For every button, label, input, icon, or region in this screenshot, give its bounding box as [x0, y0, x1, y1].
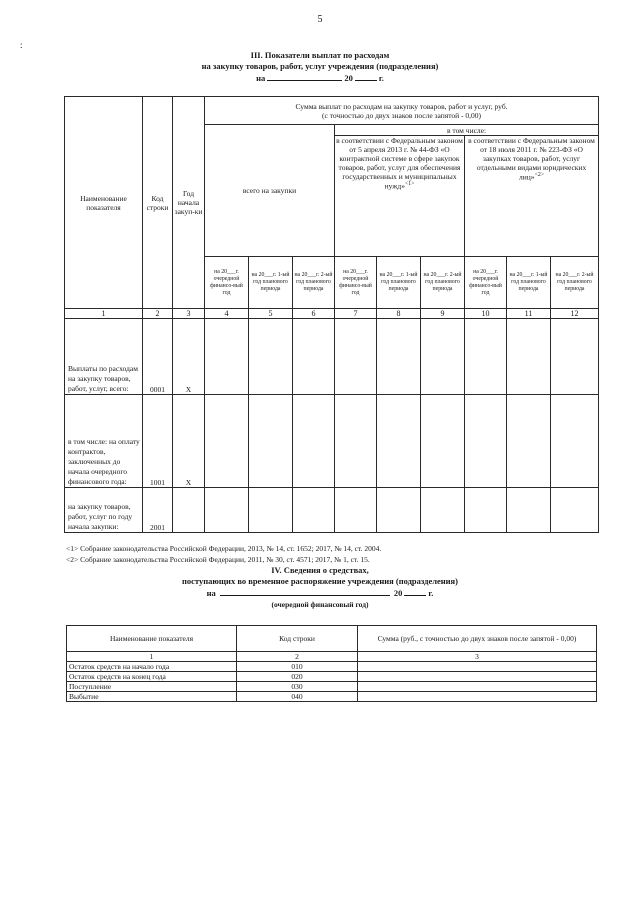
footnote-1: <1> Собрание законодательства Российской Федерации, 2013, № 14, ст. 1652; 2017, № 14, ст. 2004.	[66, 544, 382, 553]
column-number: 5	[249, 309, 293, 319]
value-cell[interactable]	[205, 488, 249, 533]
header-including: в том числе:	[335, 125, 599, 136]
temporary-funds-table	[66, 625, 597, 702]
value-cell[interactable]	[293, 319, 335, 395]
column-number: 8	[377, 309, 421, 319]
row-label: на закупку товаров, работ, услуг по году начала закупки:	[65, 488, 143, 533]
date-blank	[220, 587, 390, 596]
column-number: 12	[551, 309, 599, 319]
row-label: в том числе: на оплату контрактов, заключенных до начала очередного финансового года:	[65, 395, 143, 488]
column-number: 10	[465, 309, 507, 319]
period-6: на 20___г. 2-ый год планового периода	[293, 257, 335, 309]
value-cell[interactable]	[249, 395, 293, 488]
value-cell[interactable]	[551, 488, 599, 533]
header-name: Наименование показателя	[67, 626, 237, 652]
section3-date-line: на 20 г.	[256, 73, 384, 83]
value-cell[interactable]	[205, 395, 249, 488]
header-law223: в соответствии с Федеральным законом от 18 июля 2011 г. № 223-ФЗ «О закупках товаров, работ, услуг отдельными видами юридических лиц»$^{<2>}$	[465, 136, 599, 257]
value-cell[interactable]	[293, 395, 335, 488]
column-number: 9	[421, 309, 465, 319]
period-10: на 20___г. очередной финансо-вый год	[465, 257, 507, 309]
section4-caption: (очередной финансовый год)	[271, 600, 369, 609]
row-year	[173, 488, 205, 533]
table-row	[67, 672, 597, 682]
period-12: на 20___г. 2-ый год планового периода	[551, 257, 599, 309]
table-row	[65, 488, 599, 533]
value-cell[interactable]	[358, 682, 597, 692]
section4-title-line2: поступающих во временное распоряжение учреждения (подразделения)	[182, 576, 458, 586]
column-number-row	[67, 652, 597, 662]
column-number-row	[65, 309, 599, 319]
section3-heading	[0, 50, 640, 84]
column-number: 6	[293, 309, 335, 319]
row-label: Остаток средств на конец года	[67, 672, 237, 682]
value-cell[interactable]	[421, 395, 465, 488]
row-code: 040	[237, 692, 358, 702]
period-8: на 20___г. 1-ый год планового периода	[377, 257, 421, 309]
table-row	[65, 319, 599, 395]
header-year: Год начала закуп-ки	[173, 97, 205, 309]
header-code: Код строки	[143, 97, 173, 309]
row-code: 010	[237, 662, 358, 672]
header-name: Наименование показателя	[65, 97, 143, 309]
row-label: Поступление	[67, 682, 237, 692]
table-row	[65, 395, 599, 488]
row-label: Остаток средств на начало года	[67, 662, 237, 672]
row-code: 020	[237, 672, 358, 682]
value-cell[interactable]	[465, 319, 507, 395]
value-cell[interactable]	[335, 395, 377, 488]
header-code: Код строки	[237, 626, 358, 652]
header-total: всего на закупки	[205, 125, 335, 257]
margin-mark: :	[20, 40, 23, 50]
value-cell[interactable]	[551, 319, 599, 395]
header-sum: Сумма (руб., с точностью до двух знаков после запятой - 0,00)	[358, 626, 597, 652]
value-cell[interactable]	[377, 395, 421, 488]
value-cell[interactable]	[507, 319, 551, 395]
year-blank	[355, 72, 377, 81]
value-cell[interactable]	[507, 488, 551, 533]
value-cell[interactable]	[358, 662, 597, 672]
value-cell[interactable]	[335, 319, 377, 395]
column-number: 2	[143, 309, 173, 319]
row-label: Выплаты по расходам на закупку товаров, работ, услуг, всего:	[65, 319, 143, 395]
section4-date-line: на 20 г.	[206, 588, 434, 598]
value-cell[interactable]	[551, 395, 599, 488]
value-cell[interactable]	[507, 395, 551, 488]
row-year: X	[173, 395, 205, 488]
year-blank	[404, 587, 426, 596]
row-year: X	[173, 319, 205, 395]
value-cell[interactable]	[335, 488, 377, 533]
table-row	[67, 662, 597, 672]
value-cell[interactable]	[205, 319, 249, 395]
period-5: на 20___г. 1-ый год планового периода	[249, 257, 293, 309]
row-code: 1001	[143, 395, 173, 488]
header-law44: в соответствии с Федеральным законом от 5 апреля 2013 г. № 44-ФЗ «О контрактной системе в сфере закупок товаров, работ, услуг для обеспечения государственных и муниципальных нужд»$^{<1>}$	[335, 136, 465, 257]
section4-heading	[0, 565, 640, 610]
value-cell[interactable]	[465, 488, 507, 533]
column-number: 2	[237, 652, 358, 662]
column-number: 3	[358, 652, 597, 662]
period-9: на 20___г. 2-ый год планового периода	[421, 257, 465, 309]
column-number: 4	[205, 309, 249, 319]
page-number: 5	[317, 14, 323, 25]
column-number: 11	[507, 309, 551, 319]
value-cell[interactable]	[358, 672, 597, 682]
footnote-2: <2> Собрание законодательства Российской Федерации, 2011, № 30, ст. 4571; 2017, № 1, ст. 15.	[66, 555, 370, 564]
payments-table	[64, 96, 599, 533]
row-code: 0001	[143, 319, 173, 395]
date-blank	[267, 72, 342, 81]
section3-title-line1: III. Показатели выплат по расходам	[250, 50, 390, 60]
section3-title-line2: на закупку товаров, работ, услуг учреждения (подразделения)	[201, 61, 439, 71]
value-cell[interactable]	[377, 319, 421, 395]
row-code: 2001	[143, 488, 173, 533]
value-cell[interactable]	[249, 488, 293, 533]
value-cell[interactable]	[421, 488, 465, 533]
period-4: на 20___г. очередной финансо-вый год	[205, 257, 249, 309]
row-code: 030	[237, 682, 358, 692]
value-cell[interactable]	[377, 488, 421, 533]
value-cell[interactable]	[421, 319, 465, 395]
column-number: 7	[335, 309, 377, 319]
column-number: 1	[67, 652, 237, 662]
column-number: 1	[65, 309, 143, 319]
value-cell[interactable]	[358, 692, 597, 702]
period-11: на 20___г. 1-ый год планового периода	[507, 257, 551, 309]
value-cell[interactable]	[293, 488, 335, 533]
value-cell[interactable]	[249, 319, 293, 395]
footnotes	[66, 543, 381, 565]
column-number: 3	[173, 309, 205, 319]
table-row	[67, 682, 597, 692]
row-label: Выбытие	[67, 692, 237, 702]
table-row	[67, 692, 597, 702]
period-7: на 20___г. очередной финансо-вый год	[335, 257, 377, 309]
value-cell[interactable]	[465, 395, 507, 488]
section4-title-line1: IV. Сведения о средствах,	[271, 565, 369, 575]
header-sum: Сумма выплат по расходам на закупку товаров, работ и услуг, руб. (с точностью до двух знаков после запятой - 0,00)	[205, 97, 599, 125]
